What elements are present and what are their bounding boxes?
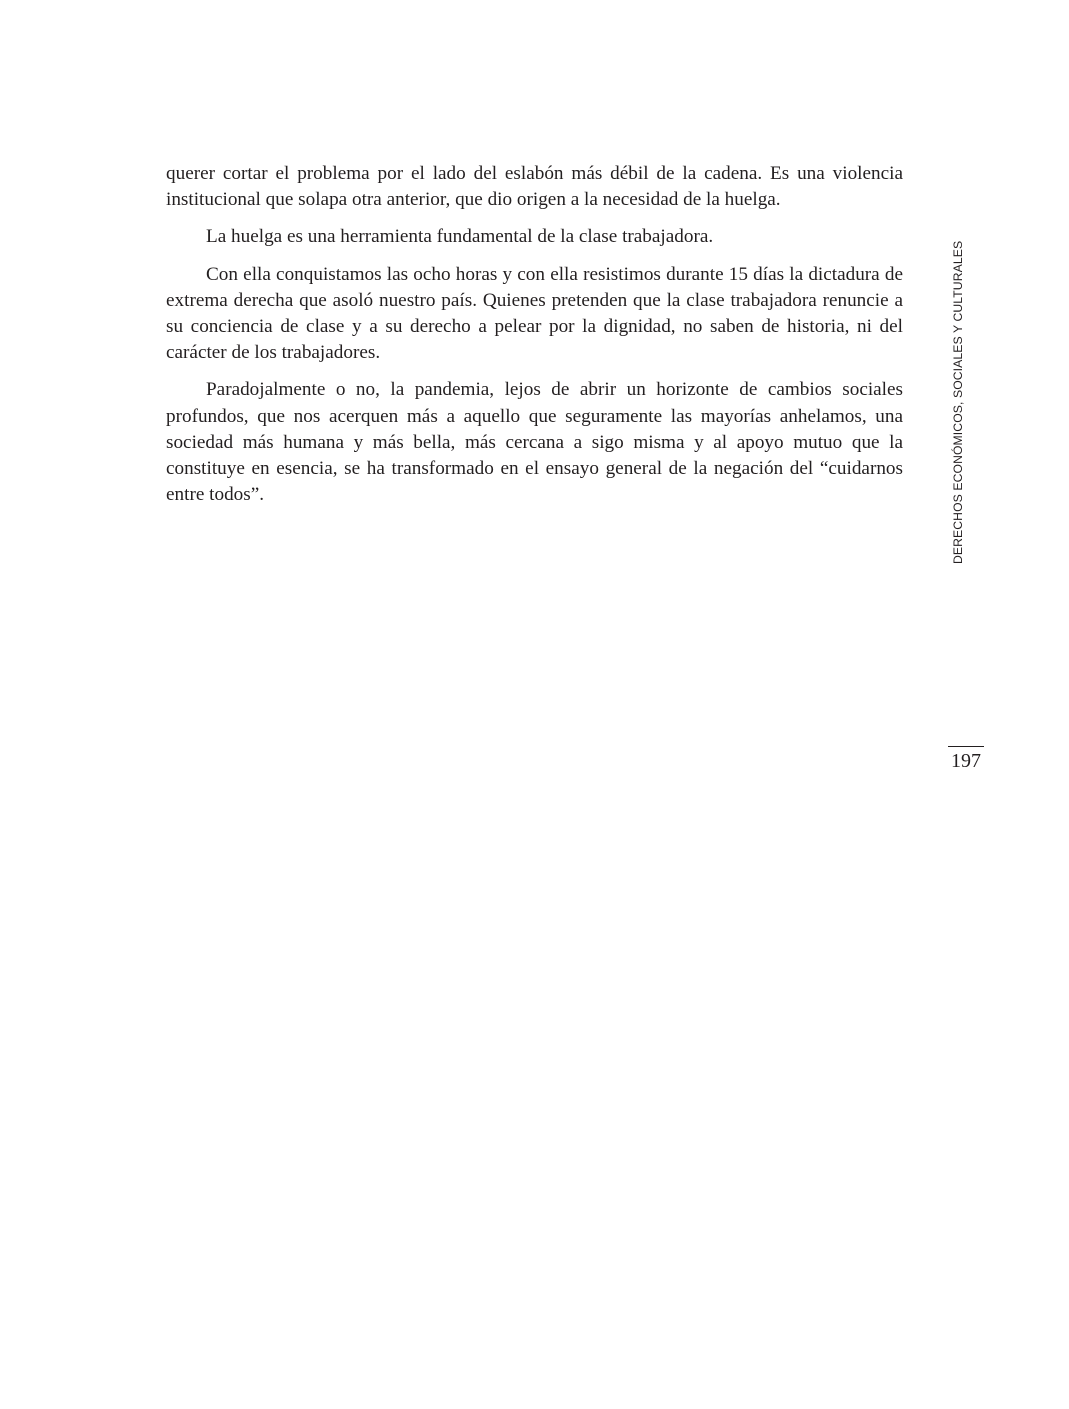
paragraph: Con ella conquistamos las ocho horas y con ella resistimos durante 15 días la dictadura de extrema derecha que asoló nuestro país. Quienes pretenden que la clase trabajadora renuncie a su conciencia de clase y a su derecho a pelear por la dignidad, no saben de historia, ni del carácter de los trabajadores. (166, 263, 903, 364)
paragraph: La huelga es una herramienta fundamental de la clase trabajadora. (206, 226, 714, 248)
paragraph: Paradojalmente o no, la pandemia, lejos de abrir un horizonte de cambios sociales profundos, que nos acerquen más a aquello que seguramente las mayorías anhelamos, una sociedad más humana y más bella, más cercana a sigo misma y al apoyo mutuo que la constituye en esencia, se ha transformado en el ensayo general de la negación del “cuidarnos entre todos”. (166, 379, 903, 506)
page-number-rule (948, 746, 984, 747)
body-text (166, 161, 903, 519)
running-head: DERECHOS ECONÓMICOS, SOCIALES Y CULTURALES (951, 240, 965, 564)
page-number: 197 (951, 750, 981, 772)
paragraph-continuation: querer cortar el problema por el lado del eslabón más débil de la cadena. Es una violencia institucional que solapa otra anterior, que dio origen a la necesidad de la huelga. (166, 163, 903, 211)
